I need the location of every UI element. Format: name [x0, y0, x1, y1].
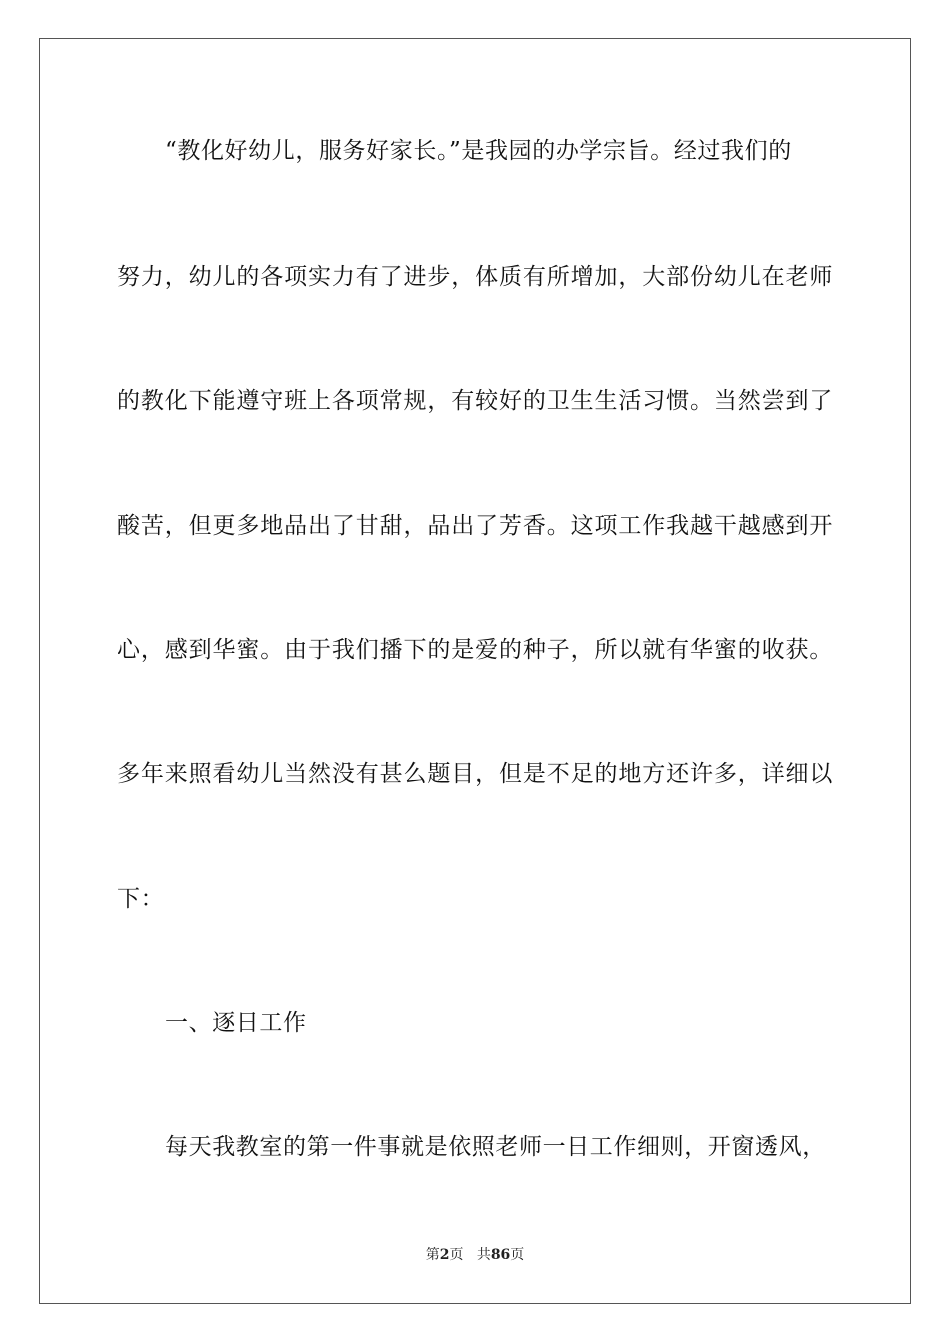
footer-page-suffix: 页 [449, 1247, 464, 1263]
footer-total-suffix: 页 [510, 1247, 525, 1263]
footer-total-prefix: 共 [476, 1247, 491, 1263]
footer-page-prefix: 第 [425, 1247, 440, 1263]
footer-total-number: 86 [490, 1247, 511, 1263]
page-border [39, 38, 911, 1304]
paragraph-line-3: 的教化下能遵守班上各项常规，有较好的卫生生活习惯。当然尝到了 [117, 388, 833, 414]
paragraph-line-6: 多年来照看幼儿当然没有甚么题目，但是不足的地方还许多，详细以 [117, 761, 833, 787]
page-footer [0, 1245, 950, 1265]
paragraph-line-5: 心，感到华蜜。由于我们播下的是爱的种子，所以就有华蜜的收获。 [117, 637, 833, 663]
paragraph-line-1: “教化好幼儿，服务好家长。”是我园的办学宗旨。经过我们的 [165, 138, 792, 164]
paragraph-line-8: 每天我教室的第一件事就是依照老师一日工作细则，开窗透风， [165, 1134, 826, 1160]
footer-page-number: 2 [439, 1247, 450, 1263]
paragraph-line-2: 努力，幼儿的各项实力有了进步，体质有所增加，大部份幼儿在老师 [117, 264, 833, 290]
paragraph-line-7: 下： [117, 886, 165, 912]
section-heading: 一、逐日工作 [165, 1010, 307, 1036]
paragraph-line-4: 酸苦，但更多地品出了甘甜，品出了芳香。这项工作我越干越感到开 [117, 513, 833, 539]
